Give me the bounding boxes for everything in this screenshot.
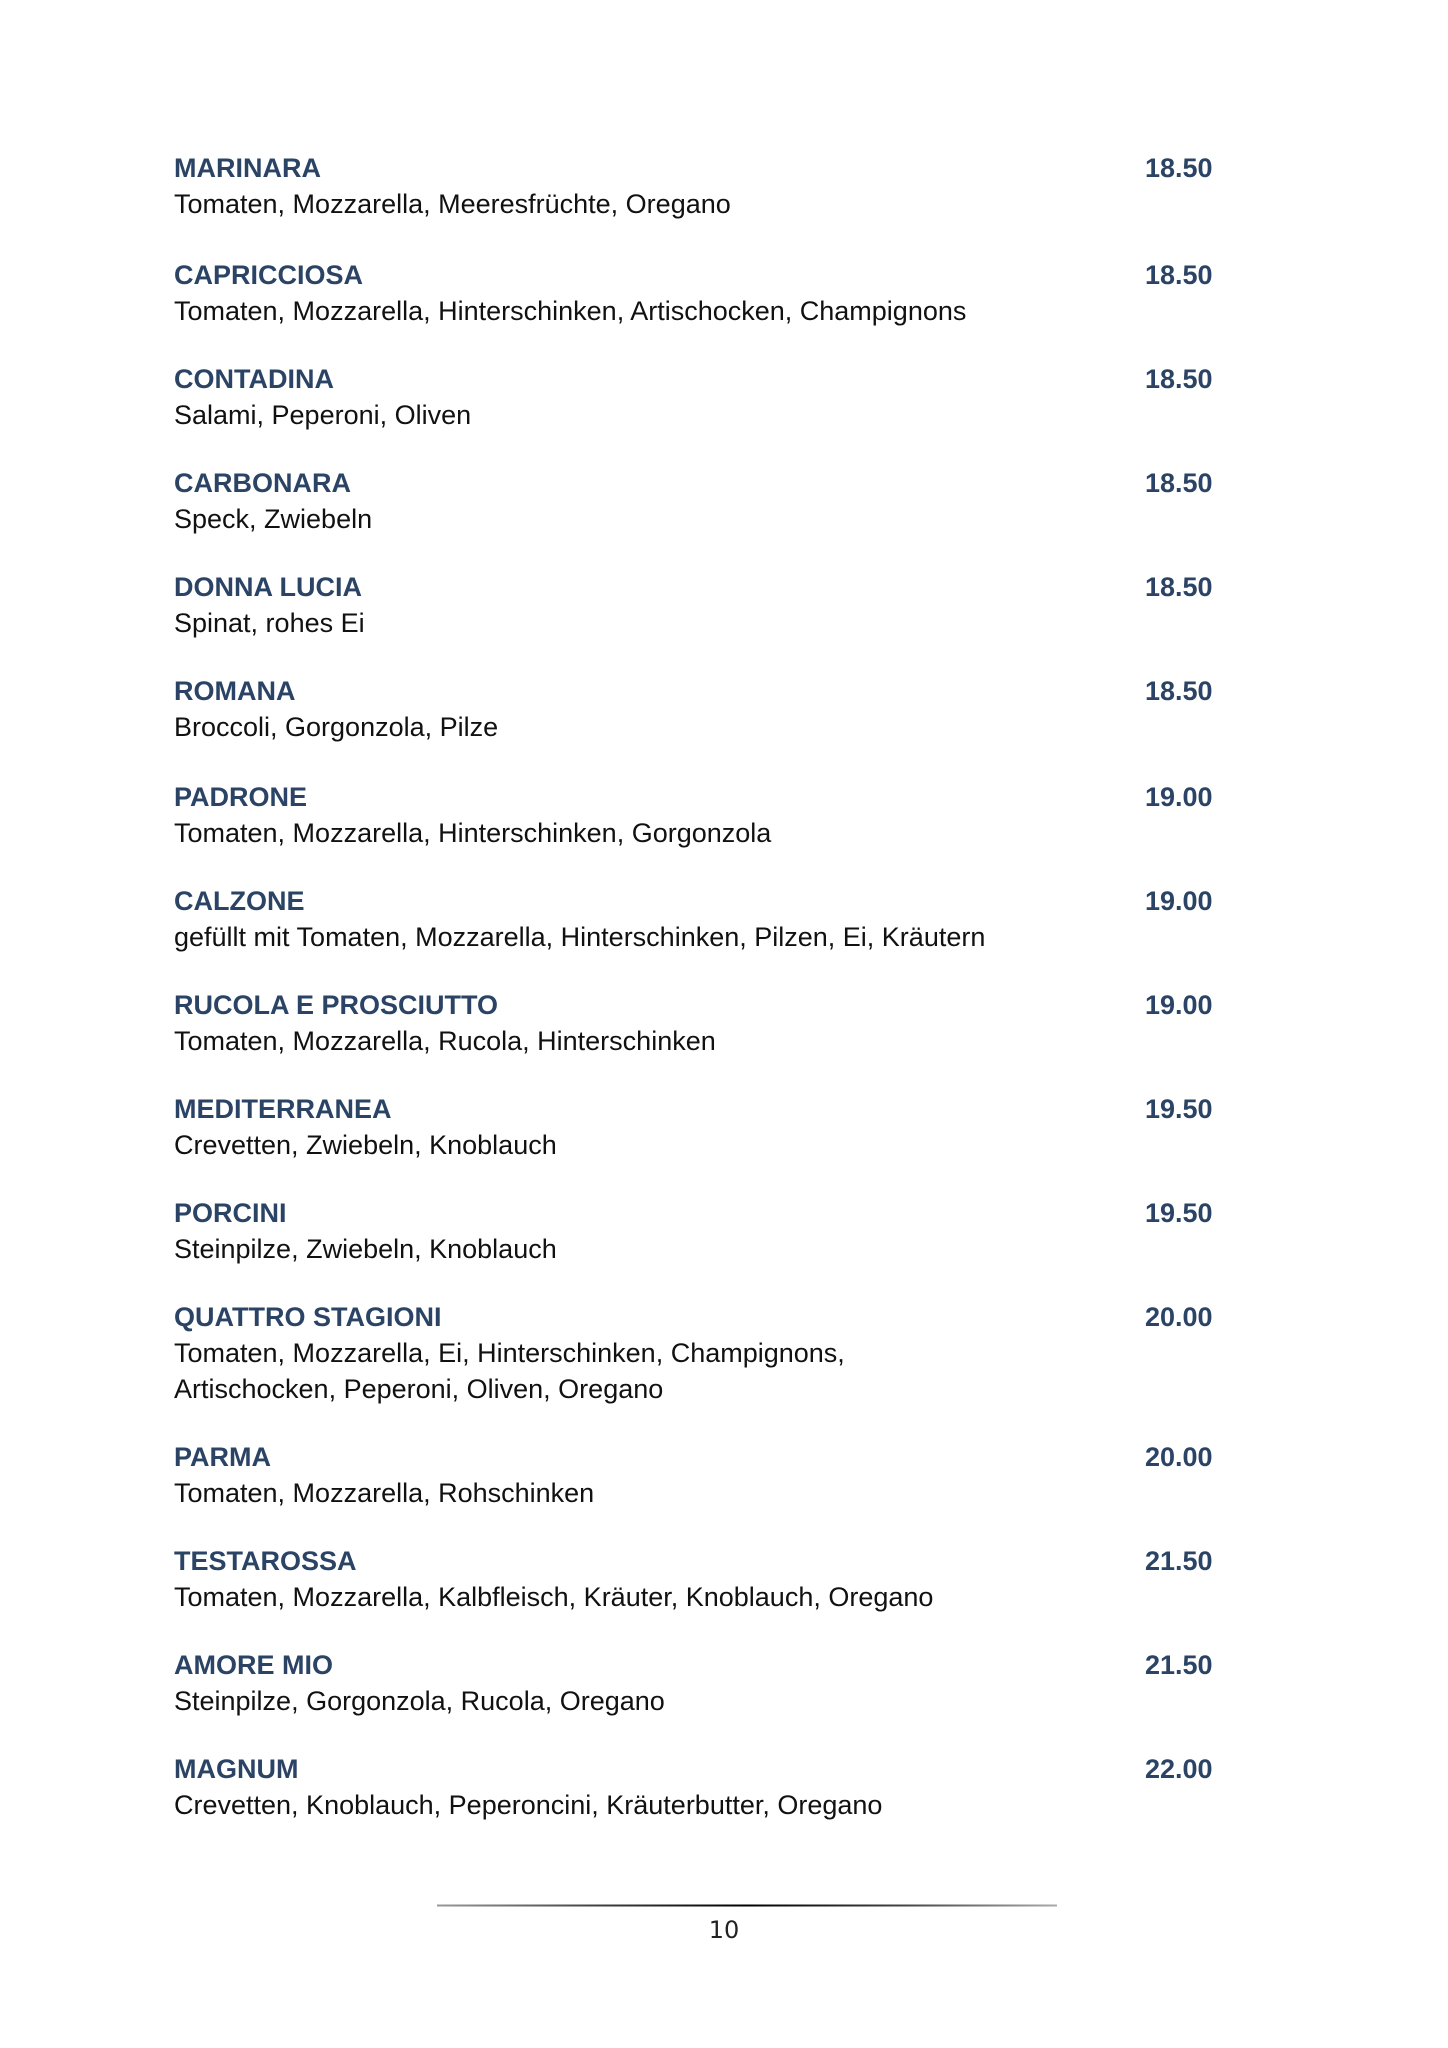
item-name: PARMA (174, 1442, 271, 1472)
item-price: 18.50 (1145, 676, 1213, 706)
item-name: CONTADINA (174, 364, 334, 394)
item-description: Broccoli, Gorgonzola, Pilze (174, 712, 499, 742)
item-name: CALZONE (174, 886, 305, 916)
item-name: DONNA LUCIA (174, 572, 362, 602)
item-price: 18.50 (1145, 468, 1213, 498)
item-description: Speck, Zwiebeln (174, 504, 373, 534)
item-name: MEDITERRANEA (174, 1094, 392, 1124)
item-price: 22.00 (1145, 1754, 1213, 1784)
item-name: CARBONARA (174, 468, 351, 498)
item-price: 19.50 (1145, 1198, 1213, 1228)
item-price: 19.00 (1145, 990, 1213, 1020)
item-description: Tomaten, Mozzarella, Hinterschinken, Gorgonzola (174, 818, 772, 848)
item-name: RUCOLA E PROSCIUTTO (174, 990, 499, 1020)
item-name: PORCINI (174, 1198, 287, 1228)
item-price: 19.50 (1145, 1094, 1213, 1124)
item-name: PADRONE (174, 782, 308, 812)
item-price: 18.50 (1145, 572, 1213, 602)
item-name: AMORE MIO (174, 1650, 333, 1680)
item-description: Tomaten, Mozzarella, Ei, Hinterschinken, Champignons, Artischocken, Peperoni, Oliven, Oregano (174, 1338, 845, 1404)
item-name: QUATTRO STAGIONI (174, 1302, 442, 1332)
item-name: MAGNUM (174, 1754, 299, 1784)
item-description: Tomaten, Mozzarella, Hinterschinken, Artischocken, Champignons (174, 296, 967, 326)
item-description: Spinat, rohes Ei (174, 608, 365, 638)
item-name: CAPRICCIOSA (174, 260, 364, 290)
item-price: 21.50 (1145, 1650, 1213, 1680)
footer-divider (437, 1904, 1057, 1907)
item-name: TESTAROSSA (174, 1546, 357, 1576)
item-name: ROMANA (174, 676, 296, 706)
item-description: Steinpilze, Gorgonzola, Rucola, Oregano (174, 1686, 665, 1716)
page-number: 10 (708, 1916, 740, 1944)
item-price: 21.50 (1145, 1546, 1213, 1576)
item-price: 18.50 (1145, 364, 1213, 394)
item-price: 20.00 (1145, 1442, 1213, 1472)
item-price: 19.00 (1145, 782, 1213, 812)
item-price: 19.00 (1145, 886, 1213, 916)
item-description: Tomaten, Mozzarella, Rucola, Hinterschinken (174, 1026, 716, 1056)
item-description: Salami, Peperoni, Oliven (174, 400, 472, 430)
item-description: Tomaten, Mozzarella, Kalbfleisch, Kräuter, Knoblauch, Oregano (174, 1582, 934, 1612)
item-price: 18.50 (1145, 153, 1213, 183)
item-description: Crevetten, Zwiebeln, Knoblauch (174, 1130, 557, 1160)
item-price: 18.50 (1145, 260, 1213, 290)
item-description: gefüllt mit Tomaten, Mozzarella, Hinterschinken, Pilzen, Ei, Kräutern (174, 922, 986, 952)
item-description: Tomaten, Mozzarella, Meeresfrüchte, Oregano (174, 189, 731, 219)
item-description: Crevetten, Knoblauch, Peperoncini, Kräuterbutter, Oregano (174, 1790, 883, 1820)
item-name: MARINARA (174, 153, 321, 183)
item-description: Steinpilze, Zwiebeln, Knoblauch (174, 1234, 557, 1264)
item-price: 20.00 (1145, 1302, 1213, 1332)
item-description: Tomaten, Mozzarella, Rohschinken (174, 1478, 595, 1508)
